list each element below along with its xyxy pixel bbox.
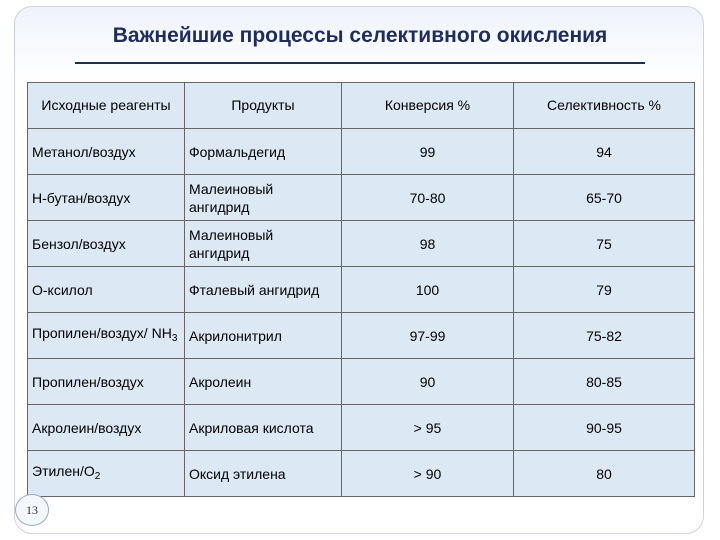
oxidation-processes-table (27, 82, 695, 497)
table-row (28, 359, 695, 405)
selectivity-cell: 75 (514, 221, 695, 267)
reagent-text: Акролеин/воздух (32, 419, 142, 436)
table-header-row (28, 83, 695, 129)
reagent-cell (28, 175, 185, 221)
reagent-cell (28, 405, 185, 451)
conversion-cell: > 90 (342, 451, 514, 497)
table-row (28, 405, 695, 451)
reagent-text: Метанол/воздух (32, 143, 136, 160)
selectivity-cell: 65-70 (514, 175, 695, 221)
product-cell: Акрилонитрил (185, 313, 342, 359)
header-conversion: Конверсия % (342, 83, 514, 129)
title-underline (75, 62, 645, 64)
reagent-text: Пропилен/воздух/ NH (32, 324, 172, 341)
table-row (28, 313, 695, 359)
conversion-cell: 98 (342, 221, 514, 267)
header-reagents: Исходные реагенты (28, 83, 185, 129)
reagent-subscript: 3 (171, 332, 178, 344)
conversion-cell: > 95 (342, 405, 514, 451)
header-selectivity: Селективность % (514, 83, 695, 129)
reagent-text: Бензол/воздух (32, 235, 126, 252)
conversion-cell: 90 (342, 359, 514, 405)
table-row (28, 267, 695, 313)
product-cell: Акриловая кислота (185, 405, 342, 451)
selectivity-cell: 80 (514, 451, 695, 497)
reagent-cell (28, 221, 185, 267)
product-cell: Акролеин (185, 359, 342, 405)
product-cell: Малеиновый ангидрид (185, 221, 342, 267)
product-cell: Формальдегид (185, 129, 342, 175)
conversion-cell: 97-99 (342, 313, 514, 359)
reagent-cell (28, 313, 185, 359)
slide-title: Важнейшие процессы селективного окисления (112, 24, 608, 47)
conversion-cell: 70-80 (342, 175, 514, 221)
reagent-cell (28, 267, 185, 313)
selectivity-cell: 94 (514, 129, 695, 175)
header-products: Продукты (185, 83, 342, 129)
table-row (28, 175, 695, 221)
selectivity-cell: 79 (514, 267, 695, 313)
reagent-text: О-ксилол (32, 281, 93, 298)
reagent-cell (28, 129, 185, 175)
selectivity-cell: 90-95 (514, 405, 695, 451)
reagent-cell (28, 359, 185, 405)
reagent-cell (28, 451, 185, 497)
product-cell: Оксид этилена (185, 451, 342, 497)
reagent-text: Этилен/O (32, 462, 95, 479)
slide-number: 13 (15, 494, 49, 526)
reagent-subscript: 2 (94, 470, 101, 482)
product-cell: Фталевый ангидрид (185, 267, 342, 313)
reagent-text: Пропилен/воздух (32, 373, 144, 390)
conversion-cell: 99 (342, 129, 514, 175)
conversion-cell: 100 (342, 267, 514, 313)
selectivity-cell: 75-82 (514, 313, 695, 359)
table-row (28, 221, 695, 267)
table-row (28, 129, 695, 175)
table-row (28, 451, 695, 497)
product-cell: Малеиновый ангидрид (185, 175, 342, 221)
reagent-text: Н-бутан/воздух (32, 189, 131, 206)
selectivity-cell: 80-85 (514, 359, 695, 405)
